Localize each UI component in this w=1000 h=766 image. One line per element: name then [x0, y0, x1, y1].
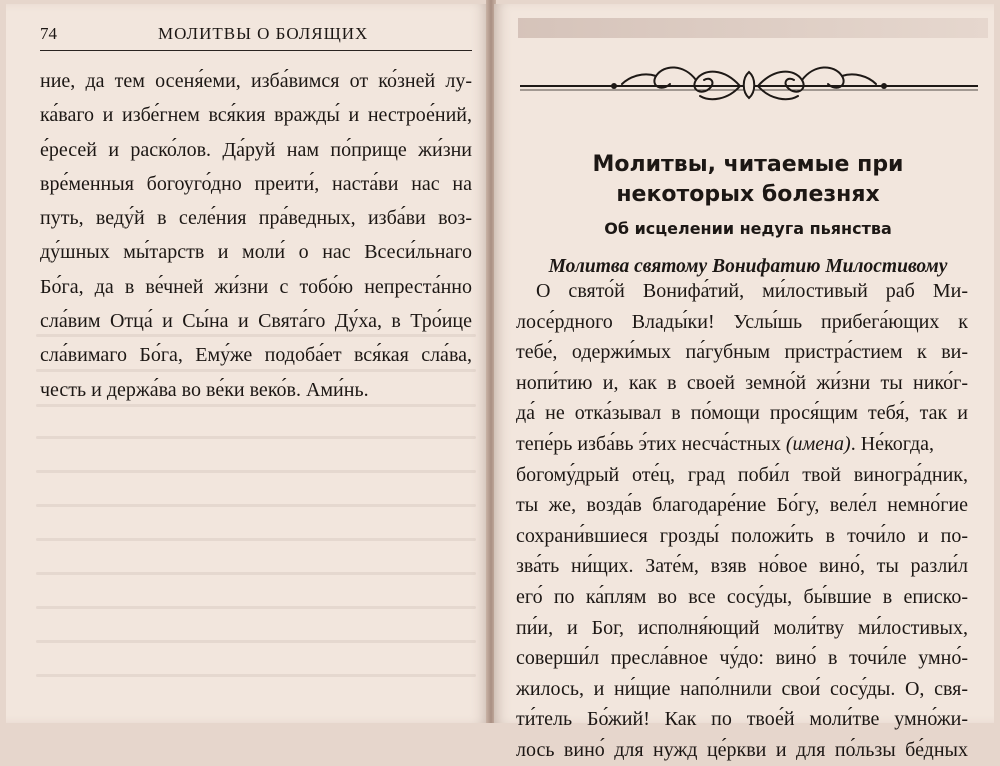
text-line: соверши́л пресла́вное чу́до: вино́ в точи́ле умно́- [516, 647, 968, 670]
subsection-title: Об исцелении недуга пьянства [604, 219, 892, 238]
prayer-title: Молитва святому Вонифатию Милостивому [548, 256, 948, 277]
text-line-mixed [516, 429, 968, 460]
running-title: МОЛИТВЫ О БОЛЯЩИХ [158, 24, 369, 43]
text-line: ние, да тем осеня́еми, изба́вимся от ко́зней лу- [40, 70, 472, 92]
text-line: е́ресей и раско́лов. Да́руй нам по́прище жи́зни [40, 138, 472, 161]
names-placeholder: (имена) [785, 432, 851, 455]
text-line: жилось, и ни́щие напо́лнили свои́ сосу́ды. О, свя- [516, 677, 968, 700]
text-line: Бо́га, да в ве́чней жи́зни с тобо́ю непреста́нно [40, 275, 472, 298]
text-line: зва́ть ни́щих. Зате́м, взяв но́вое вино́, ты разли́л [516, 555, 968, 578]
text-line: ка́ваго и избе́гнем вся́кия вражды́ и нестрое́ний, [40, 104, 472, 127]
text-segment: тепе́рь изба́вь э́тих несча́стных [516, 432, 786, 455]
ornamental-divider [514, 62, 984, 106]
text-line: пи́и, и Бог, исполня́ющий моли́тву ми́лостивых, [516, 616, 968, 639]
text-line: ты же, возда́в благодаре́ние Бо́гу, веле́л немно́гие [516, 494, 968, 517]
text-line: да́ не отка́зывал в по́мощи прося́щим тебя́, так и [516, 402, 968, 425]
text-line: лосе́рдного Влады́ки! Услы́шь прибега́ющих к [516, 310, 968, 333]
text-line: лось вино́ для нужд це́ркви и для по́льзы бе́дных [516, 738, 968, 761]
header-bleed [518, 18, 988, 38]
text-line: честь и держа́ва во ве́ки веко́в. Ами́нь. [40, 378, 369, 401]
prayer-body-text [516, 276, 968, 766]
text-line: богому́дрый оте́ц, град поби́л твой виногра́дник, [516, 463, 968, 486]
text-line: сла́вим Отца́ и Сы́на и Свята́го Ду́ха, в Тро́ице [40, 310, 472, 333]
text-line: путь, веду́й в селе́ния пра́ведных, изба́ви воз- [40, 207, 472, 230]
section-title [518, 150, 978, 210]
section-title-line-1: Молитвы, читаемые при [592, 152, 904, 177]
page-number: 74 [40, 24, 57, 43]
right-page [494, 4, 994, 761]
text-line: нопи́тию и, как в своей земно́й жи́зни ты нико́г- [516, 371, 968, 394]
text-line: сла́вимаго Бо́га, Ему́же подоба́ет вся́кая сла́ва, [40, 344, 472, 367]
text-line: ти́тель Бо́жий! Как по твое́й моли́тве умно́жи- [516, 708, 968, 731]
text-line: его́ по ка́плям во все сосу́ды, бы́вшие в еписко- [516, 585, 968, 608]
left-page [6, 4, 488, 723]
text-line: вре́менныя богоуго́дно преити́, наста́ви нас на [40, 172, 472, 195]
running-header [40, 22, 472, 51]
left-body-text [40, 64, 472, 407]
text-line: сохрани́вшиеся грозды́ положи́ть в точи́ло и по- [516, 524, 968, 547]
section-title-line-2: некоторых болезнях [616, 182, 880, 207]
text-line: ду́шных мы́тарств и моли́ о нас Всеси́льнаго [40, 241, 472, 264]
text-line: тебе́, одержи́мых па́губным пристра́стием к ви- [516, 341, 968, 364]
text-segment: . Не́когда, [850, 432, 934, 455]
text-line: О свято́й Вонифа́тий, ми́лостивый раб Ми- [536, 280, 968, 302]
